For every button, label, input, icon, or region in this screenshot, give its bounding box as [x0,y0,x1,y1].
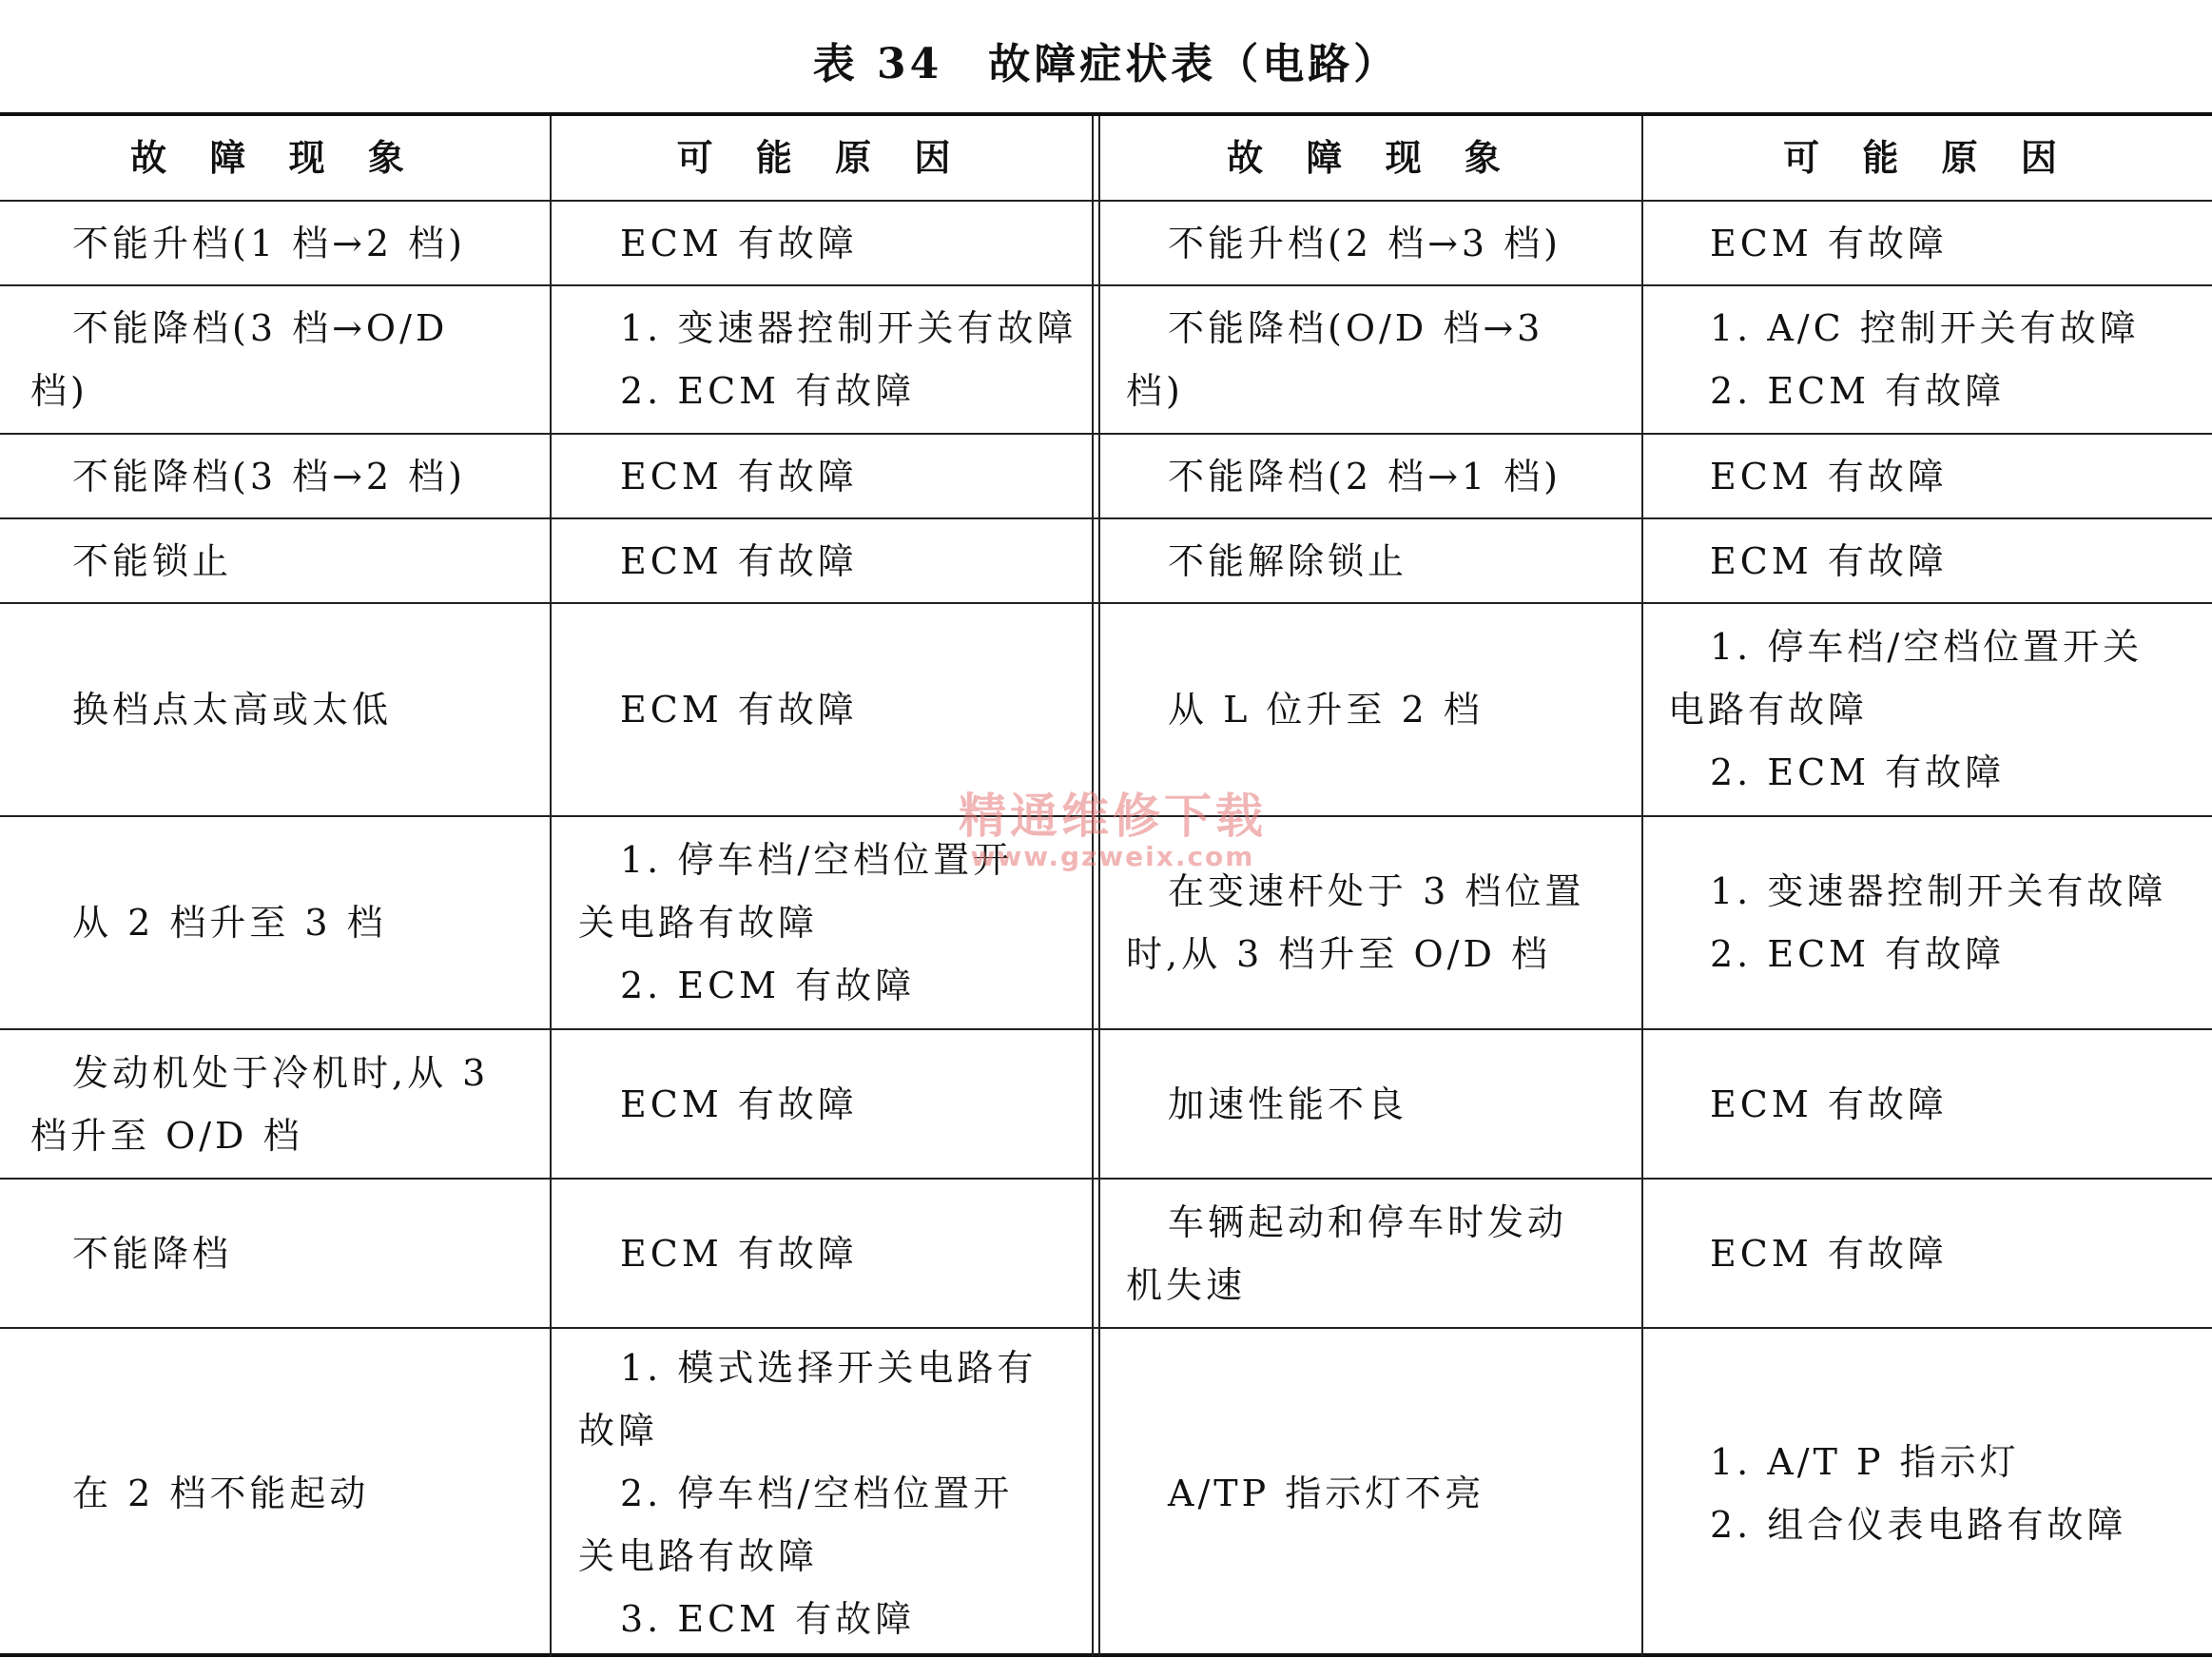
cell-line: 2. ECM 有故障 [620,370,916,412]
header-row [0,116,2212,202]
cell-line: ECM 有故障 [1710,455,1948,497]
cell-line: 不能升档(1 档→2 档) [72,222,467,264]
column-divider [1092,286,1100,433]
symptom-cell [0,435,550,517]
table-row [0,286,2212,435]
table-row [0,202,2212,286]
cell-line: ECM 有故障 [620,455,858,497]
cause-cell [552,202,1091,284]
cause-cell [1643,1180,2212,1327]
table-row [0,1180,2212,1329]
cause-cell [1643,435,2212,517]
cell-line: 在 2 档不能起动 [72,1472,370,1514]
table-title-text: 故障症状表（电路） [988,40,1400,88]
cell-line: 电路有故障 [1668,689,1869,731]
cell-line: 2. ECM 有故障 [1710,370,2006,412]
symptom-cell [0,202,550,284]
cell-line: 不能降档(O/D 档→3 [1168,307,1544,349]
cell-line: 1. 停车档/空档位置开 [620,839,1014,881]
cell-line: 档) [30,370,88,412]
cell-line: 发动机处于冷机时,从 3 [72,1051,490,1094]
cell-line: 不能升档(2 档→3 档) [1168,222,1562,264]
column-divider [1092,1329,1100,1657]
column-divider [1092,519,1100,602]
cell-line: 3. ECM 有故障 [620,1597,916,1640]
cell-line: ECM 有故障 [620,1232,858,1275]
symptom-cell [1101,1030,1641,1178]
cell-line: 1. A/C 控制开关有故障 [1710,307,2140,349]
cell-line: 2. ECM 有故障 [1710,933,2006,975]
header-symptom [0,116,550,200]
cell-line: 不能降档 [72,1232,233,1275]
cell-line: 从 2 档升至 3 档 [72,902,387,944]
cause-cell [1643,1329,2212,1657]
cell-line: 车辆起动和停车时发动 [1168,1200,1568,1243]
cell-line: 档) [1126,370,1184,412]
cell-line: 不能锁止 [72,539,233,582]
cell-line: 关电路有故障 [578,1534,819,1577]
symptom-cell [1101,202,1641,284]
cell-line: 1. 变速器控制开关有故障 [1710,870,2167,912]
symptom-cell [0,1180,550,1327]
header-cause [1643,116,2212,200]
cell-line: ECM 有故障 [1710,1083,1948,1125]
table-row [0,1329,2212,1657]
fault-symptom-table [0,112,2212,1657]
symptom-cell [0,817,550,1028]
symptom-cell [1101,286,1641,433]
cell-line: 1. A/T P 指示灯 [1710,1440,2020,1483]
cell-line: 不能解除锁止 [1168,539,1408,582]
watermark [941,790,1284,871]
symptom-cell [0,1030,550,1178]
cell-line: A/TP 指示灯不亮 [1168,1472,1485,1514]
header-symptom [1101,116,1641,200]
cell-line: 加速性能不良 [1168,1083,1408,1125]
cause-cell [1643,202,2212,284]
header-cause-label: 可 能 原 因 [1783,136,2072,179]
cause-cell [1643,286,2212,433]
cause-cell [552,604,1091,815]
cell-line: ECM 有故障 [620,539,858,582]
cause-cell [552,519,1091,602]
cause-cell [552,1329,1091,1657]
cell-line: 1. 停车档/空档位置开关 [1710,626,2144,668]
cell-line: 时,从 3 档升至 O/D 档 [1126,933,1551,975]
symptom-cell [0,519,550,602]
cell-line: 2. ECM 有故障 [1710,751,2006,793]
column-divider [1092,435,1100,517]
cell-line: 档升至 O/D 档 [30,1114,303,1157]
symptom-cell [1101,519,1641,602]
cause-cell [552,286,1091,433]
header-cause-label: 可 能 原 因 [676,136,966,179]
symptom-cell [1101,604,1641,815]
cell-line: 从 L 位升至 2 档 [1168,689,1484,731]
cell-line: 在变速杆处于 3 档位置 [1168,870,1585,912]
table-row [0,1030,2212,1180]
cell-line: 2. 停车档/空档位置开 [620,1472,1014,1514]
table-row [0,435,2212,519]
cause-cell [1643,1030,2212,1178]
cell-line: 1. 变速器控制开关有故障 [620,307,1077,349]
cell-line: 换档点太高或太低 [72,689,393,731]
cell-line: ECM 有故障 [1710,539,1948,582]
cell-line: 机失速 [1126,1263,1247,1306]
table-title [0,34,2212,95]
cell-line: 不能降档(2 档→1 档) [1168,455,1562,497]
cell-line: 2. ECM 有故障 [620,965,916,1006]
cell-line: 关电路有故障 [578,902,819,944]
cell-line: 2. 组合仪表电路有故障 [1710,1503,2127,1546]
table-row [0,604,2212,817]
watermark-url: www.gzweix.com [970,841,1255,872]
cause-cell [1643,519,2212,602]
header-cause [552,116,1091,200]
cause-cell [1643,817,2212,1028]
symptom-cell [0,1329,550,1657]
cell-line: ECM 有故障 [620,689,858,731]
cause-cell [552,1030,1091,1178]
column-divider [1092,202,1100,284]
cell-line: 1. 模式选择开关电路有 [620,1346,1038,1389]
column-divider [1092,116,1100,200]
cause-cell [552,435,1091,517]
cell-line: 不能降档(3 档→O/D [72,307,449,349]
symptom-cell [0,286,550,433]
symptom-cell [1101,1180,1641,1327]
cell-line: ECM 有故障 [1710,1232,1948,1275]
symptom-cell [1101,435,1641,517]
cell-line: ECM 有故障 [620,1083,858,1125]
symptom-cell [0,604,550,815]
symptom-cell [1101,1329,1641,1657]
cause-cell [1643,604,2212,815]
cell-line: 故障 [578,1409,659,1452]
cause-cell [552,1180,1091,1327]
table-row [0,519,2212,604]
cell-line: 不能降档(3 档→2 档) [72,455,467,497]
column-divider [1092,1180,1100,1327]
column-divider [1092,1030,1100,1178]
cell-line: ECM 有故障 [1710,222,1948,264]
watermark-text: 精通维修下载 [959,789,1267,844]
column-divider [1092,604,1100,815]
cell-line: ECM 有故障 [620,222,858,264]
header-symptom-label: 故 障 现 象 [130,136,419,179]
table-number: 表 34 [812,40,943,88]
header-symptom-label: 故 障 现 象 [1227,136,1516,179]
